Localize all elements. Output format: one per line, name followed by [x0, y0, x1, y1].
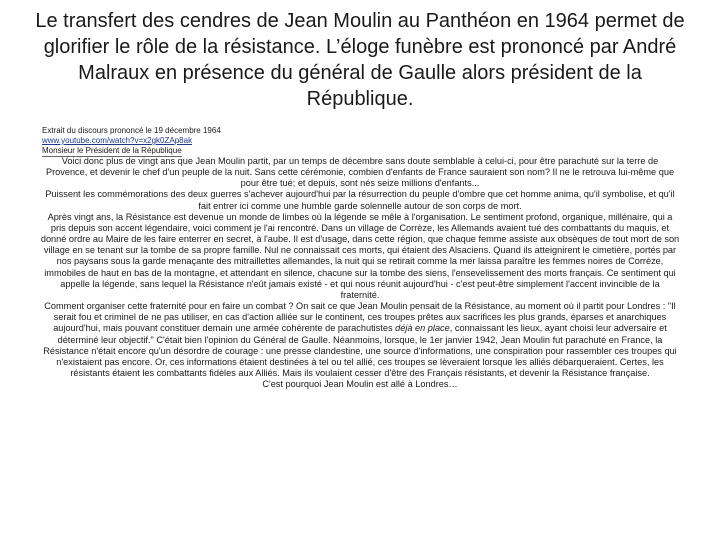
extract-note: Extrait du discours prononcé le 19 décembre 1964 [42, 126, 221, 135]
video-link[interactable]: www.youtube.com/watch?v=x2gk0ZAp8ak [42, 136, 193, 145]
paragraph-4-part-a: Comment organiser cette fraternité pour en faire un combat ? On sait ce que Jean Moulin pensait de la Résistance, au moment où il partit pour Londres : "Il serait fou et criminel de ne pas utiliser, en cas d'action alliée sur le continent, ces troupes prêtes aux sacrifices les plus grands, éparses et anarchiques aujourd'hui, mais pouvant constituer demain une armée cohérente de parachutistes [44, 301, 676, 334]
paragraph-4 [40, 301, 680, 379]
speech-text [40, 156, 680, 390]
salutation: Monsieur le Président de la République [42, 146, 182, 155]
source-block [42, 126, 422, 157]
paragraph-3: Après vingt ans, la Résistance est devenue un monde de limbes où la légende se mêle à l'organisation. Le sentiment profond, organique, millénaire, qui a pris depuis son accent légendaire, voici comment je l'ai rencontré. Dans un village de Corrèze, les Allemands avaient tué des combattants du maquis, et donné ordre au Maire de les faire enterrer en secret, à l'aube. Il est d'usage, dans cette région, que chaque femme assiste aux obsèques de tout mort de son village en se tenant sur la tombe de sa propre famille. Nul ne connaissait ces morts, qui étaient des Alsaciens. Quand ils atteignirent le cimetière, portés par nos paysans sous la garde menaçante des mitraillettes allemandes, la nuit qui se retirait comme la mer laissa paraître les femmes noires de Corrèze, immobiles de haut en bas de la montagne, et attendant en silence, chacune sur la tombe des siens, l'ensevelissement des morts français. Ce sentiment qui appelle la légende, sans lequel la Résistance n'eût jamais existé - et qui nous réunit aujourd'hui - c'est peut-être simplement l'accent invincible de la fraternité. [40, 211, 680, 300]
paragraph-5: C'est pourquoi Jean Moulin est allé à Londres… [262, 379, 458, 390]
paragraph-4-emphasis: déjà en place [395, 323, 450, 334]
paragraph-4-part-b: , connaissant les lieux, ayant choisi leur adversaire et déterminé leur objectif." C'était bien l'opinion du Général de Gaulle. Néanmoins, lorsque, le 1er janvier 1942, Jean Moulin fut parachuté en France, la Résistance n'était encore qu'un désordre de courage : une presse clandestine, une source d'informations, une conspiration pour rassembler ces troupes qui n'existaient pas encore. Or, ces informations étaient destinées à tel ou tel allié, ces troupes se lèveraient lorsque les alliés débarqueraient. Certes, les résistants étaient les combattants fidèles aux Alliés. Mais ils voulaient cesser d'être des Français résistants, et devenir la Résistance française. [43, 323, 677, 378]
paragraph-1: Voici donc plus de vingt ans que Jean Moulin partit, par un temps de décembre sans doute semblable à celui-ci, pour être parachuté sur la terre de Provence, et devenir le chef d'un peuple de la nuit. Sans cette cérémonie, combien d'enfants de France sauraient son nom? Il ne le retrouva lui-même que pour être tué; et depuis, sont nés seize millions d'enfants... [45, 156, 675, 189]
paragraph-2: Puissent les commémorations des deux guerres s'achever aujourd'hui par la résurrection du peuple d'ombre que cet homme anima, qu'il symbolise, et qu'il fait entrer ici comme une humble garde solennelle autour de son corps de mort. [45, 189, 675, 211]
page-title: Le transfert des cendres de Jean Moulin au Panthéon en 1964 permet de glorifier le rôle de la résistance. L’éloge funèbre est prononcé par André Malraux en présence du général de Gaulle alors président de la République. [35, 10, 685, 110]
